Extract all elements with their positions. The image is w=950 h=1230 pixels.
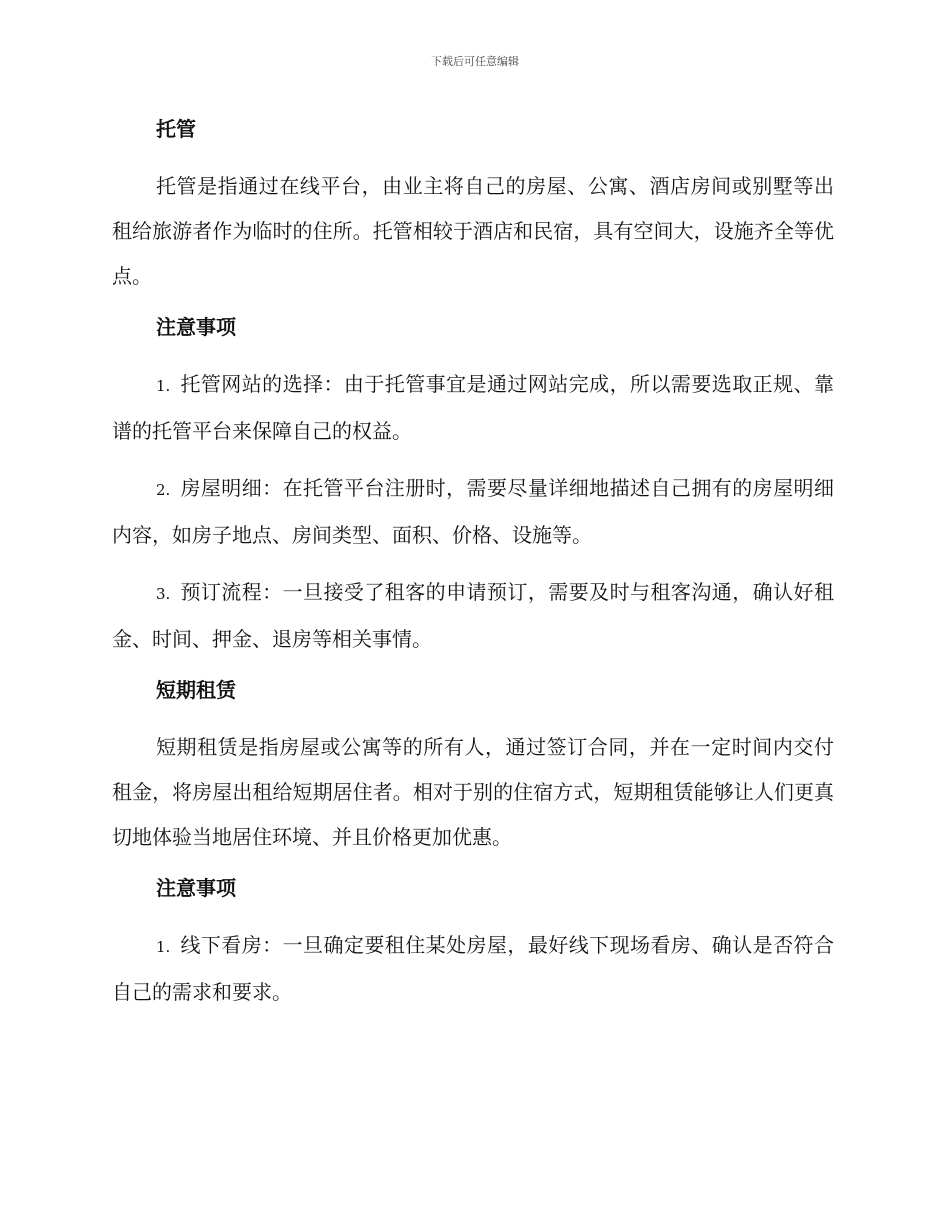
short-term-rental-description: 短期租赁是指房屋或公寓等的所有人，通过签订合同，并在一定时间内交付租金，将房屋出租给短期居住者。相对于别的住宿方式，短期租赁能够让人们更真切地体验当地居住环境、并且价格更加优惠。: [112, 735, 834, 849]
list-item-number: 2.: [156, 481, 171, 499]
section-heading-rental-notes: 注意事项: [156, 876, 236, 900]
list-item: [112, 923, 834, 1015]
list-item-number: 1.: [156, 377, 171, 395]
list-item-text: 托管网站的选择：由于托管事宜是通过网站完成，所以需要选取正规、靠谱的托管平台来保障自己的权益。: [112, 372, 834, 443]
list-item-text: 房屋明细：在托管平台注册时，需要尽量详细地描述自己拥有的房屋明细内容，如房子地点、房间类型、面积、价格、设施等。: [112, 476, 834, 547]
hosting-description: 托管是指通过在线平台，由业主将自己的房屋、公寓、酒店房间或别墅等出租给旅游者作为临时的住所。托管相较于酒店和民宿，具有空间大，设施齐全等优点。: [112, 174, 834, 288]
document-body: [112, 113, 834, 1027]
section-heading-hosting-notes: 注意事项: [156, 315, 236, 339]
list-item: [112, 362, 834, 454]
section-heading-hosting: 托管: [156, 117, 196, 141]
list-item-text: 线下看房：一旦确定要租住某处房屋，最好线下现场看房、确认是否符合自己的需求和要求。: [112, 933, 834, 1004]
list-item-number: 3.: [156, 585, 171, 603]
list-item-number: 1.: [156, 938, 171, 956]
section-heading-short-term-rental: 短期租赁: [156, 678, 236, 702]
list-item: [112, 570, 834, 662]
page-header-note: 下载后可任意编辑: [431, 55, 519, 68]
list-item-text: 预订流程：一旦接受了租客的申请预订，需要及时与租客沟通，确认好租金、时间、押金、退房等相关事情。: [112, 580, 834, 651]
list-item: [112, 466, 834, 558]
